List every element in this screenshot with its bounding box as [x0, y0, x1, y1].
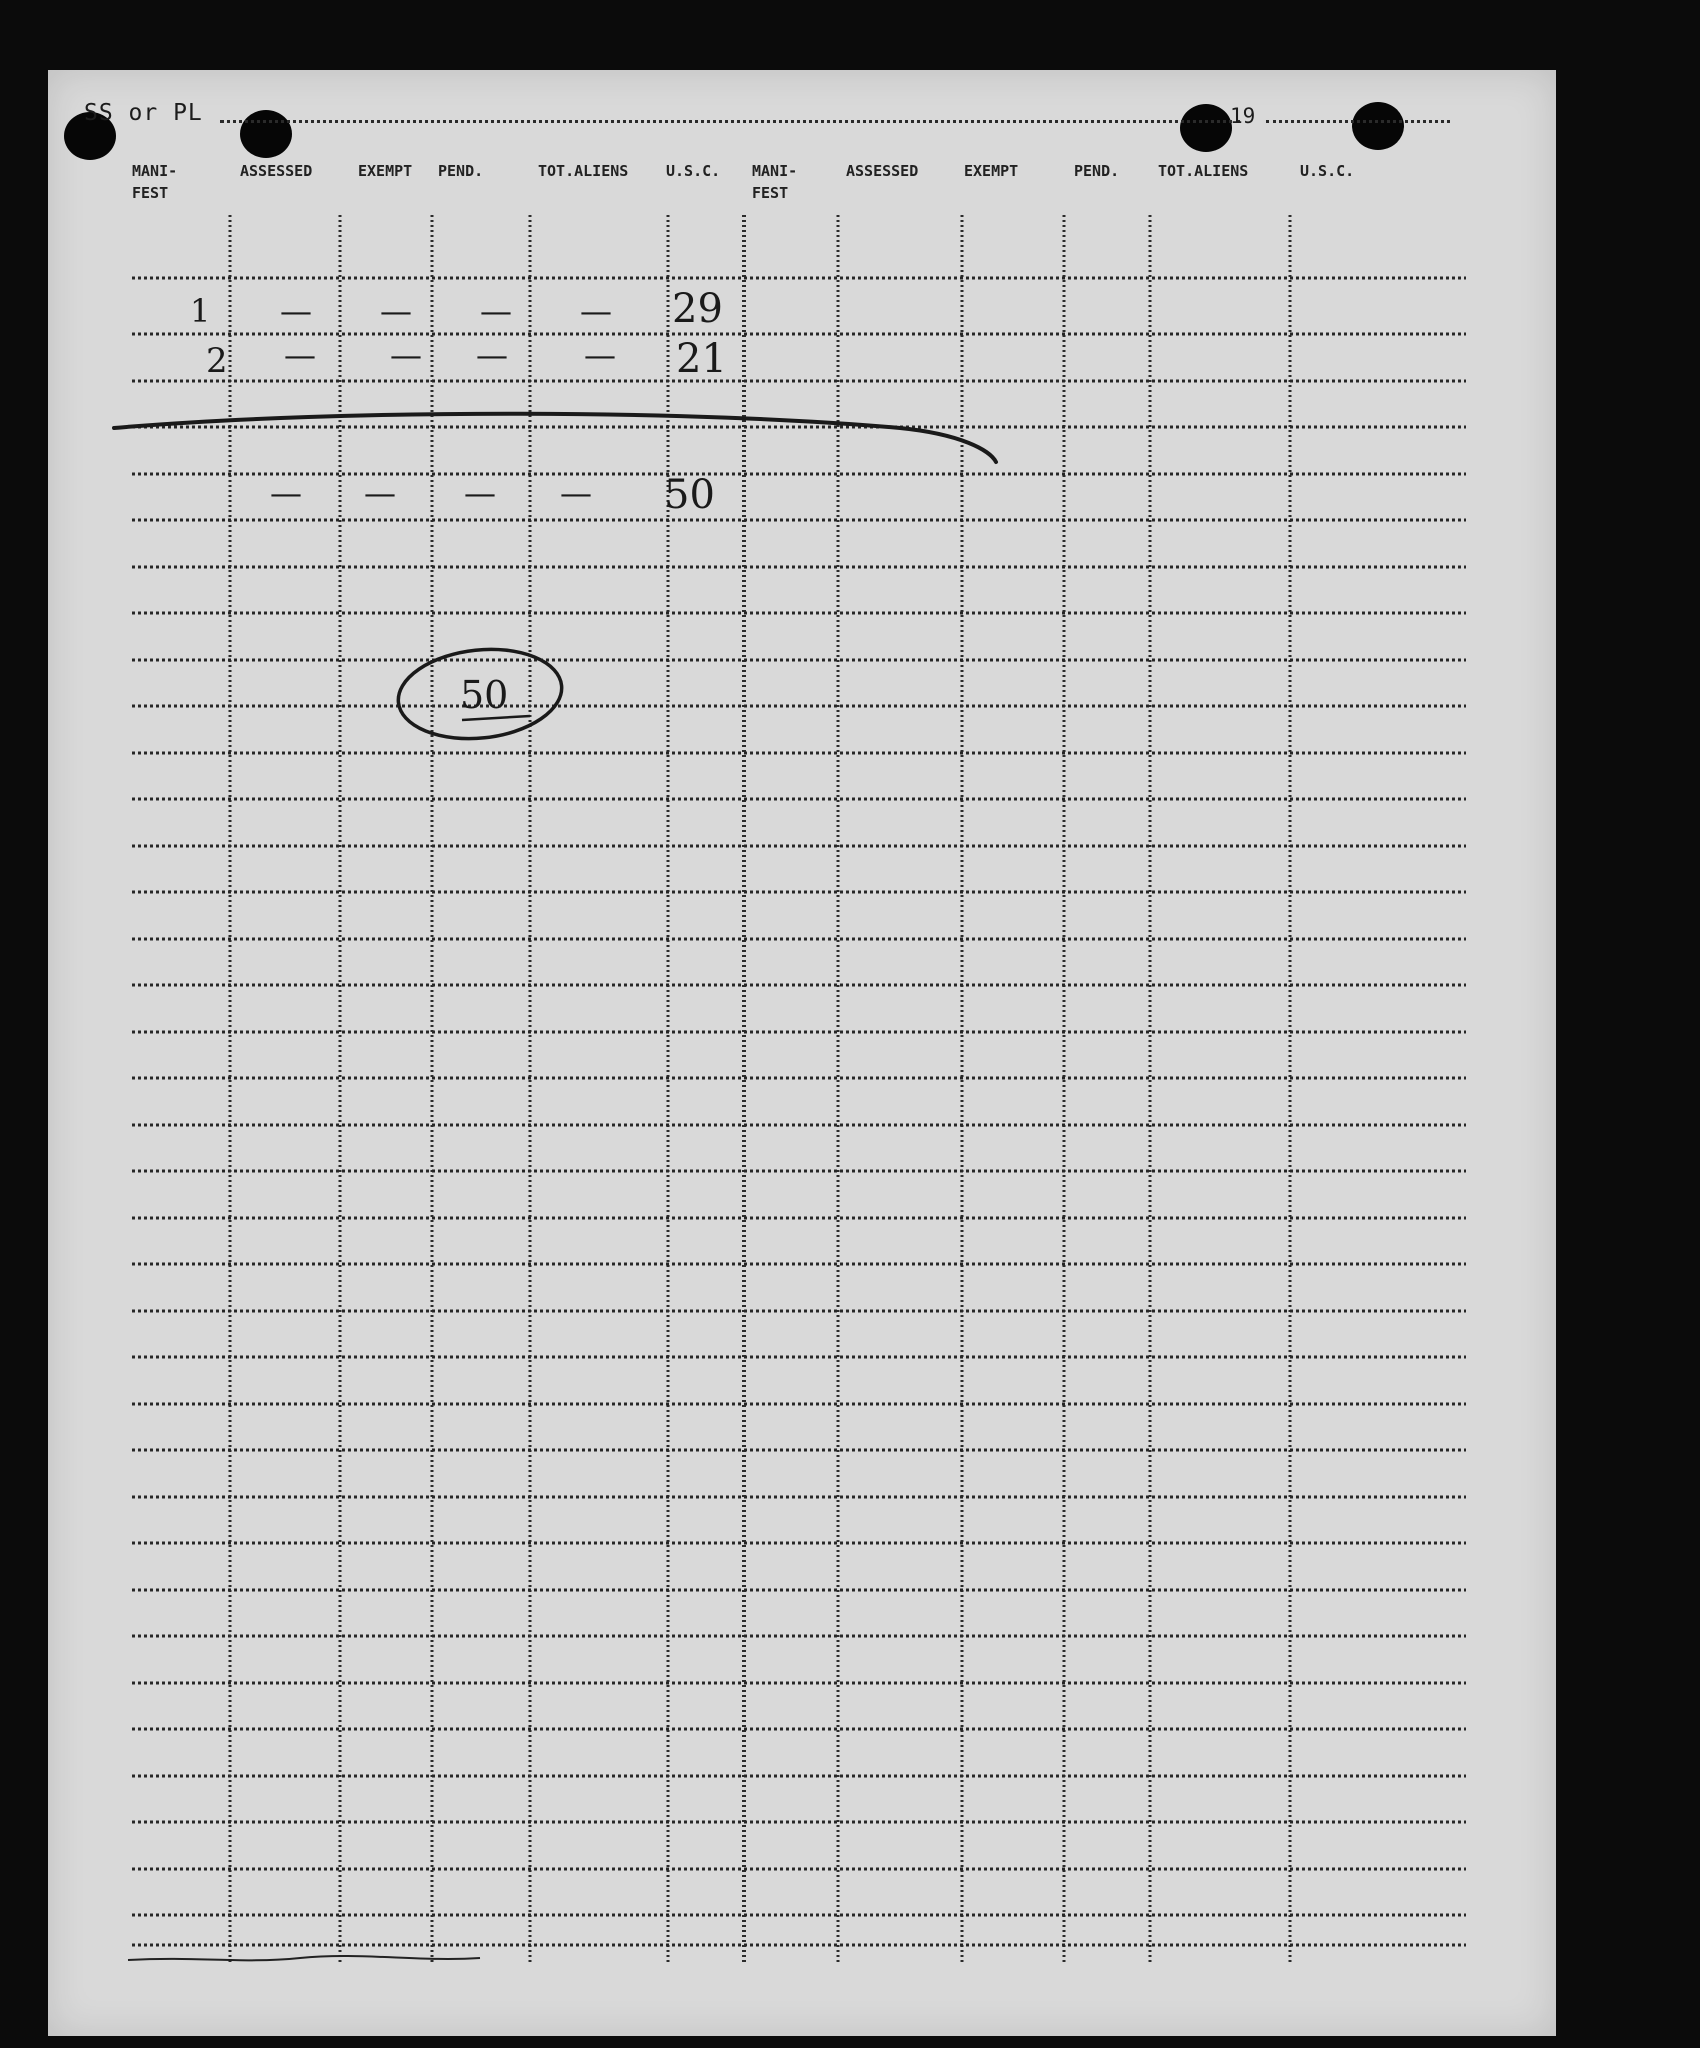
col-header-pend-2: PEND. [1074, 162, 1120, 180]
col-header-manifest-2: MANI- FEST [752, 162, 798, 202]
bottom-wavy-line [128, 1956, 480, 1960]
col-header-manifest-1: MANI- FEST [132, 162, 178, 202]
year-label: 19 [1230, 104, 1256, 128]
entry-1-exempt: — [380, 292, 412, 330]
entry-1-manifest: 1 [190, 292, 211, 330]
entry-1-pend: — [480, 292, 512, 330]
col-header-tot-aliens-2: TOT.ALIENS [1158, 162, 1249, 180]
entry-2-exempt: — [390, 336, 422, 374]
entry-1-tot-aliens: — [580, 292, 612, 330]
col-header-usc-1: U.S.C. [666, 162, 721, 180]
col-header-tot-aliens-1: TOT.ALIENS [538, 162, 629, 180]
total-pend: — [464, 474, 496, 512]
entry-2-manifest: 2 [206, 341, 228, 381]
entry-2-assessed: — [284, 336, 316, 374]
entry-1-assessed: — [280, 292, 312, 330]
total-exempt: — [364, 474, 396, 512]
col-header-usc-2: U.S.C. [1300, 162, 1355, 180]
circled-total: 50 [460, 673, 509, 717]
col-header-assessed-2: ASSESSED [846, 162, 919, 180]
col-header-exempt-2: EXEMPT [964, 162, 1019, 180]
col-header-exempt-1: EXEMPT [358, 162, 413, 180]
entry-2-tot-aliens: — [584, 336, 616, 374]
total-usc: 50 [664, 472, 715, 518]
entry-2-pend: — [476, 336, 508, 374]
entry-2-usc: 21 [676, 336, 727, 382]
ss-or-pl-label: SS or PL [84, 100, 203, 126]
col-header-pend-1: PEND. [438, 162, 484, 180]
strike-line [114, 414, 996, 462]
col-header-assessed-1: ASSESSED [240, 162, 313, 180]
total-tot-aliens: — [560, 474, 592, 512]
total-assessed: — [270, 474, 302, 512]
entry-1-usc: 29 [672, 286, 723, 332]
